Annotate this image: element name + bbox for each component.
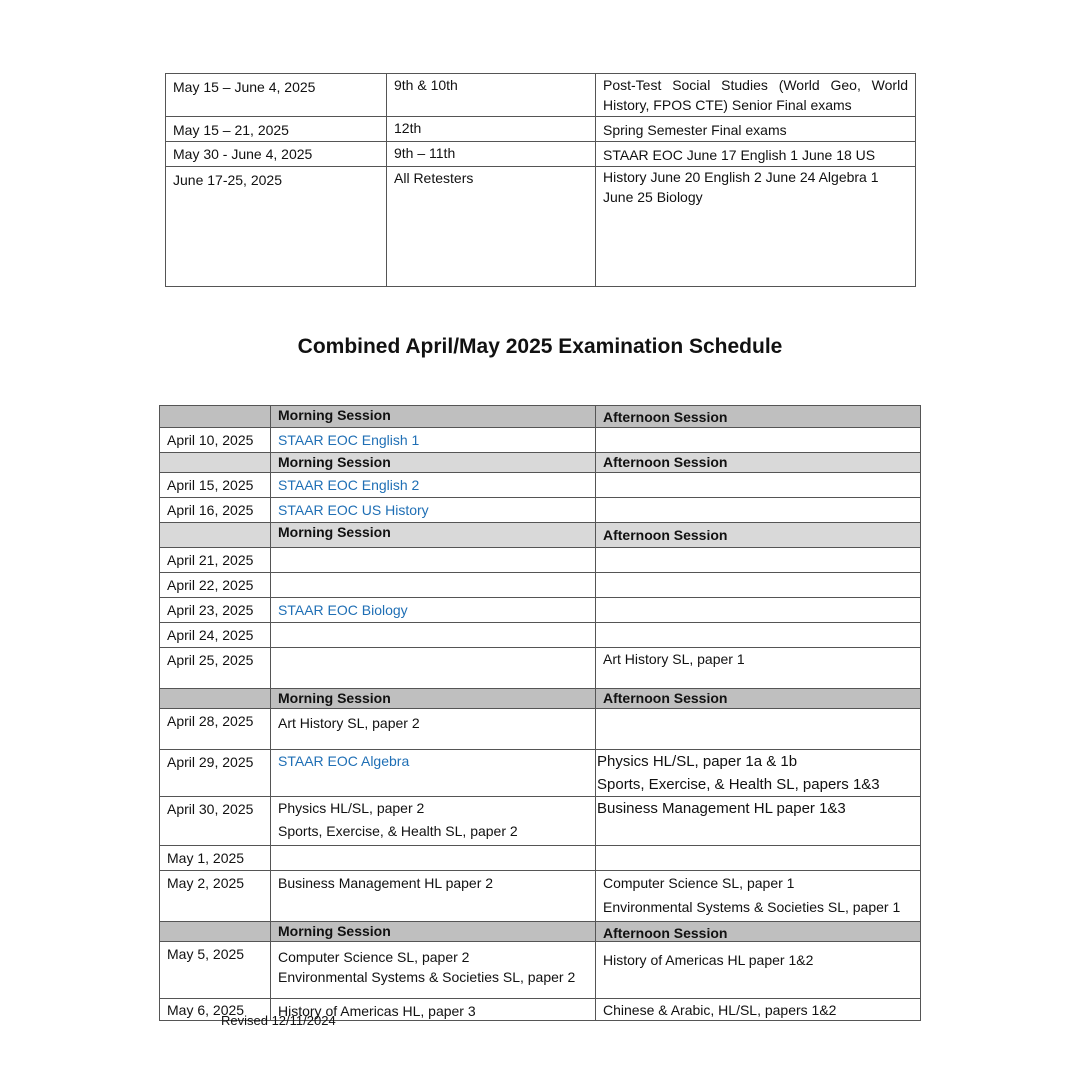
- grades-cell: 9th & 10th: [387, 74, 596, 117]
- morning-cell: Business Management HL paper 2: [271, 871, 596, 922]
- morning-cell: [271, 648, 596, 689]
- table-row: [166, 167, 916, 287]
- header-date-cell: [160, 922, 271, 942]
- afternoon-session-header: Afternoon Session: [596, 453, 921, 473]
- morning-cell: [271, 942, 596, 999]
- table-row: [160, 750, 921, 797]
- table-row: [160, 548, 921, 573]
- afternoon-line: Environmental Systems & Societies SL, paper 1: [603, 899, 901, 915]
- morning-cell: [271, 623, 596, 648]
- grades-cell: All Retesters: [387, 167, 596, 287]
- afternoon-cell: Chinese & Arabic, HL/SL, papers 1&2: [596, 999, 921, 1021]
- revision-note: Revised 12/11/2024: [221, 1013, 336, 1028]
- date-cell: April 25, 2025: [160, 648, 271, 689]
- table-row: [166, 74, 916, 117]
- table-row: [160, 598, 921, 623]
- header-date-cell: [160, 523, 271, 548]
- dates-cell: May 15 – June 4, 2025: [166, 74, 387, 117]
- morning-cell: [271, 846, 596, 871]
- date-cell: April 15, 2025: [160, 473, 271, 498]
- afternoon-line: Computer Science SL, paper 1: [603, 875, 795, 891]
- morning-session-header: Morning Session: [271, 689, 596, 709]
- session-header-row: [160, 453, 921, 473]
- session-header-row: [160, 523, 921, 548]
- morning-cell: [271, 573, 596, 598]
- afternoon-session-header: Afternoon Session: [596, 922, 921, 942]
- table-row: [160, 428, 921, 453]
- date-cell: April 28, 2025: [160, 709, 271, 750]
- afternoon-session-header: Afternoon Session: [596, 689, 921, 709]
- morning-session-header: Morning Session: [271, 453, 596, 473]
- date-cell: April 23, 2025: [160, 598, 271, 623]
- table-row: [160, 473, 921, 498]
- table-row: [160, 498, 921, 523]
- morning-line: Computer Science SL, paper 2: [278, 949, 470, 965]
- afternoon-cell: [596, 623, 921, 648]
- session-header-row: [160, 689, 921, 709]
- header-date-cell: [160, 689, 271, 709]
- morning-line: Environmental Systems & Societies SL, paper 2: [278, 969, 576, 985]
- dates-cell: May 15 – 21, 2025: [166, 117, 387, 142]
- afternoon-cell: Art History SL, paper 1: [596, 648, 921, 689]
- morning-session-header: Morning Session: [271, 922, 596, 942]
- date-cell: April 22, 2025: [160, 573, 271, 598]
- date-cell: May 2, 2025: [160, 871, 271, 922]
- morning-cell: STAAR EOC English 1: [271, 428, 596, 453]
- afternoon-line: Physics HL/SL, paper 1a & 1b: [597, 753, 798, 770]
- table-row: [166, 117, 916, 142]
- dates-cell: June 17-25, 2025: [166, 167, 387, 287]
- morning-cell: History of Americas HL, paper 3: [271, 999, 596, 1021]
- date-cell: April 24, 2025: [160, 623, 271, 648]
- afternoon-cell: [596, 428, 921, 453]
- date-cell: April 16, 2025: [160, 498, 271, 523]
- afternoon-cell: [596, 548, 921, 573]
- afternoon-line: Sports, Exercise, & Health SL, papers 1&3: [597, 776, 880, 793]
- morning-cell: [271, 548, 596, 573]
- afternoon-cell: [596, 573, 921, 598]
- dates-cell: May 30 - June 4, 2025: [166, 142, 387, 167]
- session-header-row: [160, 406, 921, 428]
- date-cell: May 1, 2025: [160, 846, 271, 871]
- header-date-cell: [160, 453, 271, 473]
- description-cell: History June 20 English 2 June 24 Algebra 1 June 25 Biology: [596, 167, 916, 287]
- afternoon-cell: Business Management HL paper 1&3: [596, 797, 921, 846]
- table-row: [160, 797, 921, 846]
- table-row: [160, 573, 921, 598]
- header-date-cell: [160, 406, 271, 428]
- table-row: [160, 648, 921, 689]
- afternoon-cell: [596, 871, 921, 922]
- date-cell: April 30, 2025: [160, 797, 271, 846]
- table-row: [160, 871, 921, 922]
- afternoon-cell: [596, 709, 921, 750]
- description-cell: Post-Test Social Studies (World Geo, World History, FPOS CTE) Senior Final exams: [596, 74, 916, 117]
- afternoon-session-header: Afternoon Session: [596, 523, 921, 548]
- description-cell: Spring Semester Final exams: [596, 117, 916, 142]
- table-row: [160, 623, 921, 648]
- date-cell: May 5, 2025: [160, 942, 271, 999]
- afternoon-cell: [596, 498, 921, 523]
- afternoon-cell: [596, 598, 921, 623]
- morning-cell: [271, 797, 596, 846]
- afternoon-cell: [596, 846, 921, 871]
- exam-schedule-table: [159, 405, 921, 1021]
- table-row: [160, 942, 921, 999]
- morning-session-header: Morning Session: [271, 523, 596, 548]
- afternoon-cell: [596, 473, 921, 498]
- date-cell: April 21, 2025: [160, 548, 271, 573]
- date-cell: April 29, 2025: [160, 750, 271, 797]
- description-cell: STAAR EOC June 17 English 1 June 18 US: [596, 142, 916, 167]
- grades-cell: 12th: [387, 117, 596, 142]
- post-test-table: [165, 73, 916, 287]
- grades-cell: 9th – 11th: [387, 142, 596, 167]
- page-title: Combined April/May 2025 Examination Schedule: [297, 335, 783, 358]
- morning-line: Sports, Exercise, & Health SL, paper 2: [278, 823, 518, 839]
- morning-cell: STAAR EOC English 2: [271, 473, 596, 498]
- morning-line: Physics HL/SL, paper 2: [278, 800, 425, 816]
- table-row: [160, 846, 921, 871]
- table-row: [166, 142, 916, 167]
- morning-cell: Art History SL, paper 2: [271, 709, 596, 750]
- session-header-row: [160, 922, 921, 942]
- afternoon-cell: History of Americas HL paper 1&2: [596, 942, 921, 999]
- afternoon-session-header: Afternoon Session: [596, 406, 921, 428]
- morning-session-header: Morning Session: [271, 406, 596, 428]
- date-cell: May 6, 2025: [160, 999, 271, 1021]
- afternoon-cell: [596, 750, 921, 797]
- date-cell: April 10, 2025: [160, 428, 271, 453]
- morning-cell: STAAR EOC US History: [271, 498, 596, 523]
- table-row: [160, 709, 921, 750]
- morning-cell: STAAR EOC Biology: [271, 598, 596, 623]
- morning-cell: STAAR EOC Algebra: [271, 750, 596, 797]
